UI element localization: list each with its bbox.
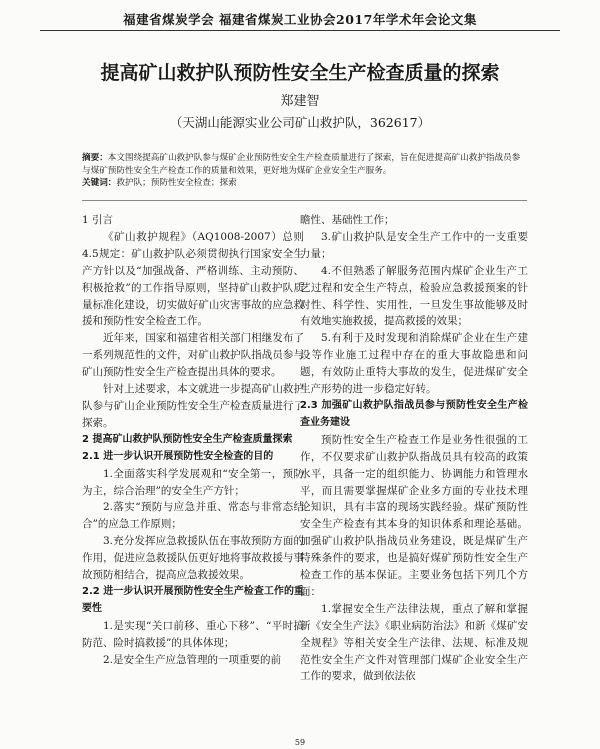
abstract-rule — [82, 200, 527, 201]
paper-title: 提高矿山救护队预防性安全生产检查质量的探索 — [100, 62, 500, 84]
affiliation: （天湖山能源实业公司矿山救护队，362617） — [169, 115, 431, 130]
keywords-text: 救护队；预防性安全检查；探索 — [116, 178, 237, 188]
author: 郑建智 — [280, 94, 320, 109]
abstract-label: 摘要： — [82, 153, 108, 163]
abstract-text: 本文围绕提高矿山救护队参与煤矿企业预防性安全生产检查质量进行了探索，旨在促进提高矿山救护指战员参与煤矿预防性安全生产检查工作的质量和效果，更好地为煤矿企业安全生产服务。 — [82, 153, 521, 176]
right-column — [300, 212, 528, 685]
list-item: 2.是安全生产应急管理的一项重要的前 — [103, 653, 282, 666]
paragraph: 《矿山救护规程》（AQ1008-2007）总则4.5规定：矿山救护队必须贯彻执行国家安全生产方针以及“加强战备、严格训练、主动预防、积极抢救”的工作指导原则，坚持矿山救护队质量标准化建设，切实做好矿山灾害事故的应急救援和预防性安全检查工作。 — [82, 230, 304, 328]
paragraph-continued: 瞻性、基础性工作； — [300, 214, 395, 226]
left-column — [82, 212, 304, 668]
list-item: 2.落实“预防与应急并重、常态与非常态结合”的应急工作原则； — [82, 501, 304, 531]
running-header: 福建省煤炭学会 福建省煤炭工业协会2017年学术年会论文集 — [123, 12, 477, 27]
list-item: 4.不但熟悉了解服务范围内煤矿企业生产工艺过程和安全生产特点，检验应急救援预案的针对性、科学性、实用性，一旦发生事故能够及时有效地实施救援，提高救援的效果； — [300, 264, 528, 328]
paragraph: 近年来，国家和福建省相关部门相继发布了一系列规范性的文件，对矿山救护队指战员参与矿山预防性安全生产检查提出具体的要求。 — [82, 332, 304, 379]
section-heading: 2 提高矿山救护队预防性安全生产检查质量探索 — [82, 433, 293, 445]
section-heading: 1 引言 — [82, 214, 114, 226]
list-item: 3.充分发挥应急救援队伍在事故预防方面的作用，促进应急救援队伍更好地将事故救援与事故预防相结合，提高应急救援效果。 — [82, 535, 304, 582]
abstract-body — [82, 152, 527, 177]
abstract — [82, 152, 527, 190]
subsection-heading: 2.2 进一步认识开展预防性安全生产检查工作的重要性 — [82, 585, 304, 614]
list-item: 1.全面落实科学发展观和“安全第一，预防为主，综合治理”的安全生产方针； — [82, 467, 304, 497]
paragraph: 针对上述要求，本文就进一步提高矿山救护队参与矿山企业预防性安全生产检查质量进行了探索。 — [82, 383, 304, 429]
list-item: 5.有利于及时发现和消除煤矿企业在生产建设等作业施工过程中存在的重大事故隐患和问题，有效防止重特大事故的发生，促进煤矿安全生产形势的进一步稳定好转。 — [300, 332, 528, 396]
subsection-heading: 2.1 进一步认识开展预防性安全检查的目的 — [82, 450, 274, 462]
list-item: 1.掌握安全生产法律法规，重点了解和掌握新《安全生产法》《职业病防治法》和新《煤矿安全规程》等相关安全生产法律、法规、标准及规范性安全生产文件对管理部门煤矿企业安全生产工作的要求，做到依法依 — [300, 602, 528, 683]
paragraph: 预防性安全生产检查工作是业务性很强的工作，不仅要求矿山救护队指战员具有较高的政策水平，具备一定的组织能力、协调能力和管理水平，而且需要掌握煤矿企业多方面的专业技术理论知识，具有丰富的现场实践经验。煤矿预防性安全生产检查有其本身的知识体系和理论基础。加强矿山救护队指战员业务建设，既是煤矿生产特殊条件的要求，也是搞好煤矿预防性安全生产检查工作的基本保证。主要业务包括下列几个方面： — [300, 433, 528, 598]
page-number: 59 — [294, 738, 306, 747]
header-rule — [40, 30, 560, 31]
list-item: 1.是实现“关口前移、重心下移”、“平时搞防范、险时搞救援”的具体体现； — [82, 619, 304, 649]
keywords-label: 关键词： — [82, 178, 117, 188]
list-item: 3.矿山救护队是安全生产工作中的一支重要力量； — [300, 230, 528, 260]
subsection-heading: 2.3 加强矿山救护队指战员参与预防性安全生产检查业务建设 — [300, 399, 528, 428]
keywords — [82, 177, 527, 190]
